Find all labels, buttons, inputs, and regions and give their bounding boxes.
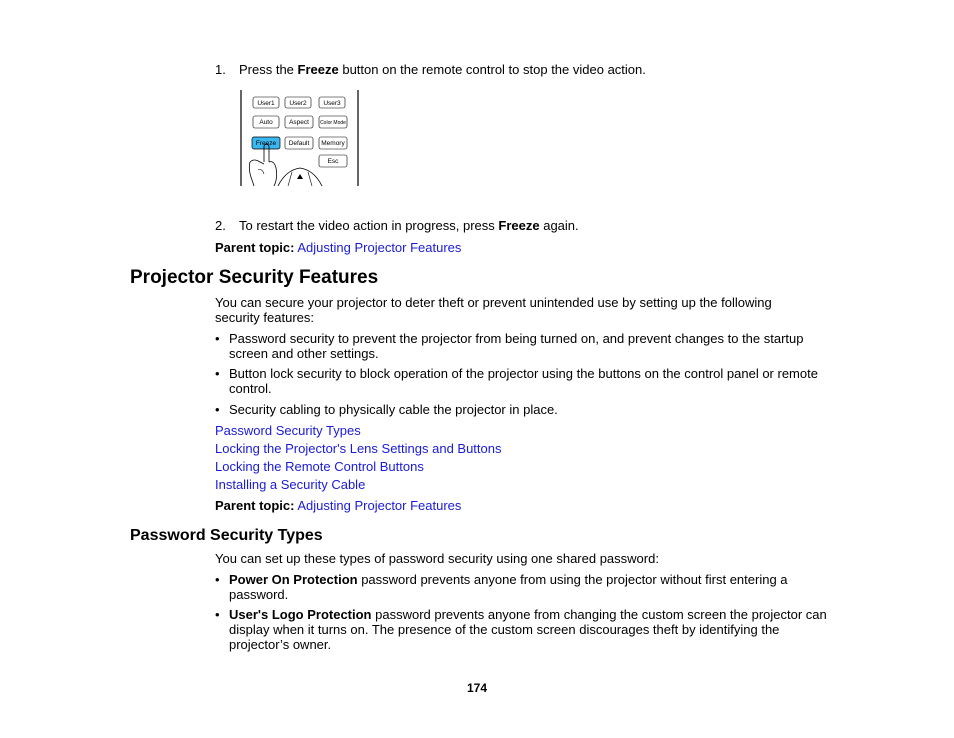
parent-topic-label: Parent topic:	[215, 240, 295, 255]
step-text: Press the Freeze button on the remote control to stop the video action.	[239, 62, 646, 77]
parent-topic	[215, 498, 461, 513]
page-number: 174	[466, 681, 488, 695]
freeze-term: Freeze	[498, 218, 540, 233]
parent-topic-label: Parent topic:	[215, 498, 295, 513]
step-number: 2.	[215, 218, 226, 233]
section-title: Projector Security Features	[130, 267, 379, 288]
subsection-title: Password Security Types	[130, 527, 323, 544]
remote-button-label: Freeze	[255, 140, 277, 147]
step-number: 1.	[215, 62, 226, 77]
remote-button-label: User2	[289, 100, 307, 107]
remote-control-illustration	[240, 90, 360, 186]
step-text: To restart the video action in progress, press Freeze again.	[239, 218, 579, 233]
link-locking-lens-settings[interactable]: Locking the Projector's Lens Settings and Buttons	[215, 441, 502, 456]
parent-topic	[215, 240, 461, 255]
remote-button-label: User1	[257, 100, 275, 107]
remote-button-label: Auto	[259, 119, 273, 126]
link-installing-security-cable[interactable]: Installing a Security Cable	[215, 477, 366, 492]
bullet-icon: •	[215, 607, 220, 622]
up-arrow-icon	[297, 174, 303, 179]
bullet-icon: •	[215, 366, 220, 381]
remote-control-icon	[240, 90, 360, 186]
section-intro: You can secure your projector to deter theft or prevent unintended use by setting up the following security features:	[215, 295, 772, 325]
parent-topic-link[interactable]: Adjusting Projector Features	[297, 498, 462, 513]
link-locking-remote-buttons[interactable]: Locking the Remote Control Buttons	[215, 459, 424, 474]
remote-button-label: User3	[323, 100, 341, 107]
remote-button-label: Esc	[327, 158, 339, 165]
remote-button-label: Memory	[321, 140, 345, 147]
remote-button-label: Default	[288, 140, 310, 147]
bullet-icon: •	[215, 331, 220, 346]
remote-button-label: Color Mode	[320, 120, 346, 126]
bullet-icon: •	[215, 572, 220, 587]
parent-topic-link[interactable]: Adjusting Projector Features	[297, 240, 462, 255]
remote-button-label: Aspect	[289, 119, 309, 126]
link-password-security-types[interactable]: Password Security Types	[215, 423, 361, 438]
freeze-term: Freeze	[297, 62, 339, 77]
bullet-icon: •	[215, 402, 220, 417]
subsection-intro: You can set up these types of password security using one shared password:	[215, 551, 659, 566]
